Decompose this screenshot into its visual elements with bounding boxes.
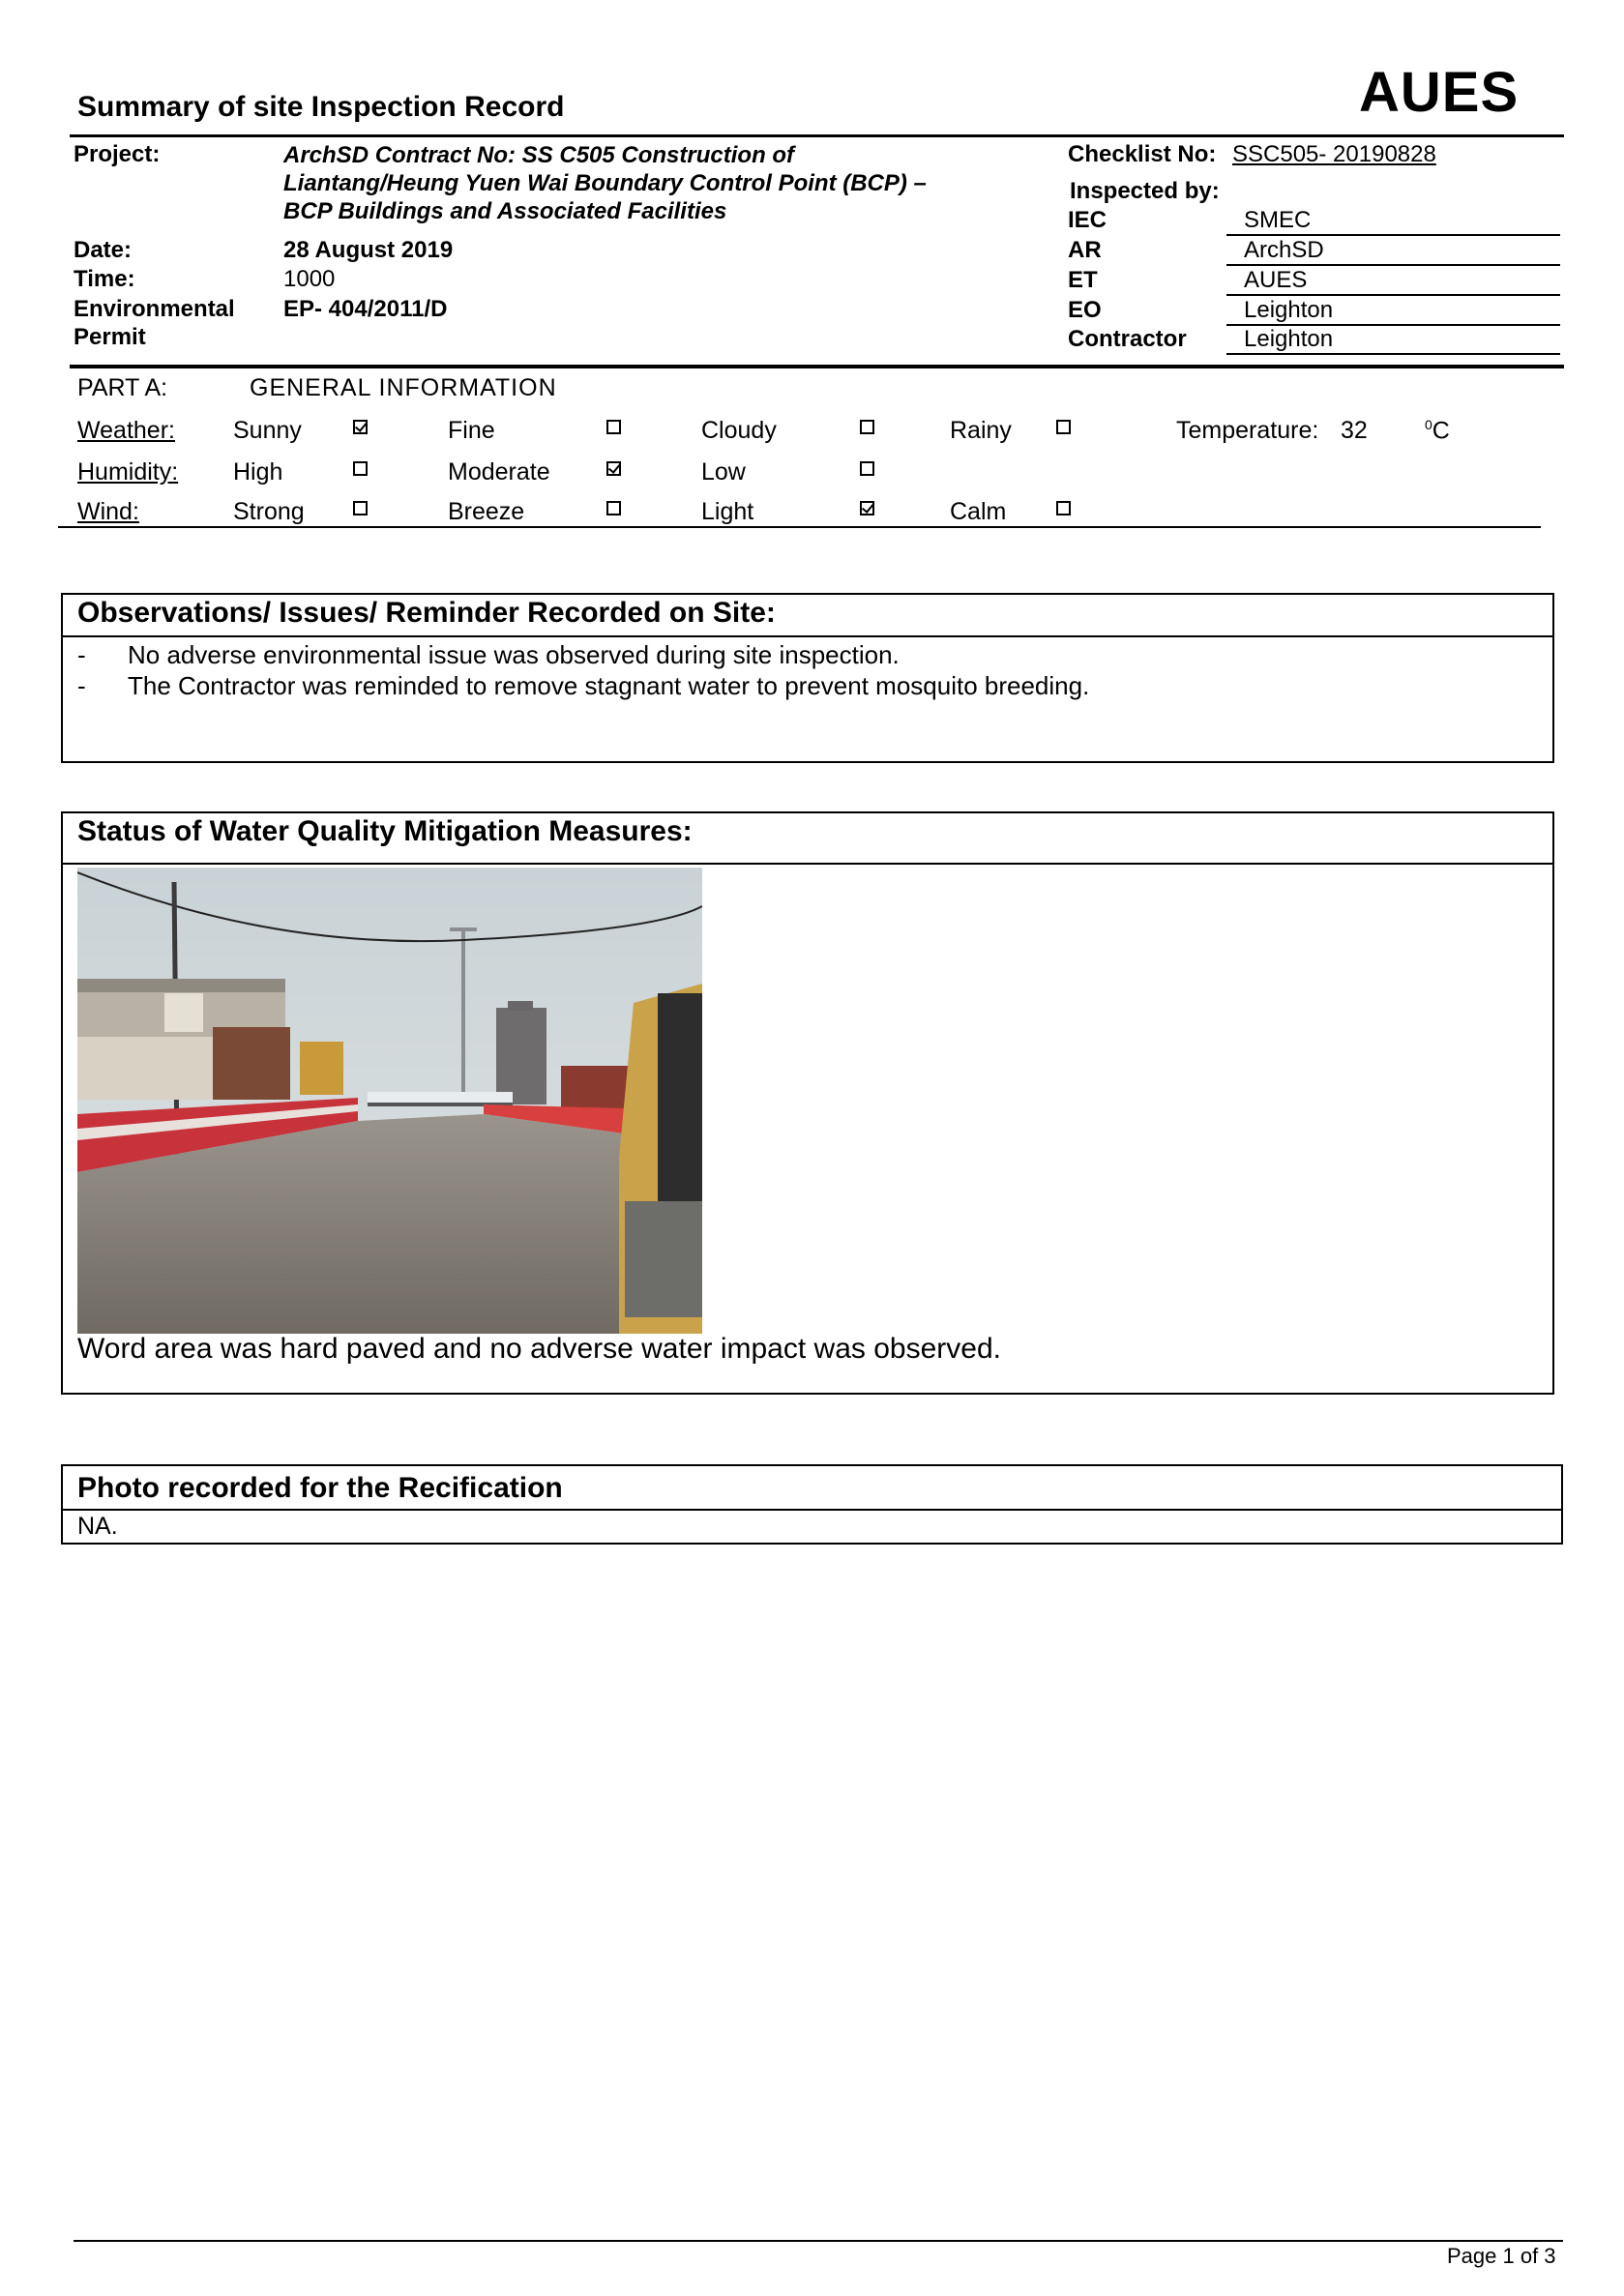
temperature-unit-superscript: 0	[1425, 417, 1432, 432]
project-label: Project:	[74, 141, 161, 167]
header-rule	[70, 134, 1564, 137]
humidity-option-high: High	[233, 458, 283, 486]
page-title: Summary of site Inspection Record	[77, 91, 565, 123]
inspector-role-contractor: Contractor	[1068, 326, 1187, 352]
rectification-title: Photo recorded for the Recification	[77, 1472, 563, 1504]
signature-line-ar	[1226, 264, 1560, 266]
wind-light-checkbox[interactable]	[860, 501, 874, 515]
inspector-name-eo: Leighton	[1244, 297, 1334, 323]
temperature-unit-letter: C	[1432, 417, 1450, 445]
wind-strong-checkbox[interactable]	[353, 501, 368, 515]
inspector-role-eo: EO	[1068, 297, 1102, 323]
company-logo: AUES	[1359, 61, 1520, 124]
humidity-low-checkbox[interactable]	[860, 461, 874, 476]
observation-item-1: No adverse environmental issue was observed during site inspection.	[128, 640, 900, 669]
observation-bullet-1: -	[77, 640, 86, 669]
wind-breeze-checkbox[interactable]	[606, 501, 621, 515]
inspected-by-label: Inspected by:	[1070, 178, 1220, 204]
observation-item-2: The Contractor was reminded to remove stagnant water to prevent mosquito breeding.	[128, 671, 1090, 700]
humidity-high-checkbox[interactable]	[353, 461, 368, 476]
part-a-label: PART A:	[77, 374, 168, 401]
signature-line-et	[1226, 294, 1560, 296]
water-quality-title: Status of Water Quality Mitigation Measures:	[77, 815, 693, 847]
observation-bullet-2: -	[77, 671, 86, 700]
weather-option-sunny: Sunny	[233, 417, 302, 444]
project-line-3: BCP Buildings and Associated Facilities	[283, 198, 727, 224]
permit-label-line-2: Permit	[74, 324, 146, 350]
inspector-name-iec: SMEC	[1244, 207, 1312, 233]
inspector-name-ar: ArchSD	[1244, 237, 1324, 263]
footer-rule	[74, 2240, 1563, 2242]
checklist-label: Checklist No:	[1068, 141, 1217, 167]
part-a-bottom-rule	[58, 526, 1541, 528]
inspector-name-et: AUES	[1244, 267, 1308, 293]
wind-calm-checkbox[interactable]	[1056, 501, 1071, 515]
wind-option-breeze: Breeze	[448, 498, 525, 525]
temperature-unit	[1425, 417, 1450, 445]
part-a-title: GENERAL INFORMATION	[250, 374, 557, 401]
inspector-role-et: ET	[1068, 267, 1098, 293]
wind-option-light: Light	[701, 498, 754, 525]
temperature-label: Temperature:	[1176, 417, 1319, 444]
rectification-divider	[61, 1509, 1563, 1511]
weather-sunny-checkbox[interactable]	[353, 420, 368, 434]
date-label: Date:	[74, 237, 133, 263]
checklist-number: SSC505- 20190828	[1232, 141, 1436, 167]
project-line-2: Liantang/Heung Yuen Wai Boundary Control Point (BCP) –	[283, 170, 927, 196]
weather-option-rainy: Rainy	[950, 417, 1012, 444]
humidity-moderate-checkbox[interactable]	[606, 461, 621, 476]
info-bottom-rule	[70, 365, 1564, 368]
humidity-option-moderate: Moderate	[448, 458, 550, 486]
wind-label: Wind:	[77, 498, 139, 525]
wind-option-calm: Calm	[950, 498, 1007, 525]
humidity-option-low: Low	[701, 458, 746, 486]
page-number: Page 1 of 3	[1447, 2244, 1556, 2268]
site-photo	[77, 868, 702, 1334]
weather-option-fine: Fine	[448, 417, 495, 444]
weather-rainy-checkbox[interactable]	[1056, 420, 1071, 434]
inspector-role-ar: AR	[1068, 237, 1102, 263]
project-line-1: ArchSD Contract No: SS C505 Construction of	[283, 142, 795, 168]
time-value: 1000	[283, 266, 336, 292]
inspector-name-contractor: Leighton	[1244, 326, 1334, 352]
weather-fine-checkbox[interactable]	[606, 420, 621, 434]
weather-cloudy-checkbox[interactable]	[860, 420, 874, 434]
observations-divider	[61, 635, 1554, 637]
project-description	[283, 141, 1038, 225]
observations-title: Observations/ Issues/ Reminder Recorded on Site:	[77, 597, 776, 629]
water-quality-caption: Word area was hard paved and no adverse water impact was observed.	[77, 1333, 1001, 1365]
water-quality-divider	[61, 863, 1554, 865]
weather-label: Weather:	[77, 417, 175, 444]
weather-option-cloudy: Cloudy	[701, 417, 777, 444]
date-value: 28 August 2019	[283, 237, 454, 263]
permit-value: EP- 404/2011/D	[283, 296, 448, 322]
inspector-role-iec: IEC	[1068, 207, 1107, 233]
temperature-value: 32	[1341, 417, 1368, 444]
signature-line-iec	[1226, 234, 1560, 236]
time-label: Time:	[74, 266, 135, 292]
signature-line-contractor	[1226, 353, 1560, 355]
humidity-label: Humidity:	[77, 458, 179, 486]
permit-label-line-1: Environmental	[74, 296, 235, 322]
rectification-value: NA.	[77, 1513, 118, 1540]
wind-option-strong: Strong	[233, 498, 305, 525]
